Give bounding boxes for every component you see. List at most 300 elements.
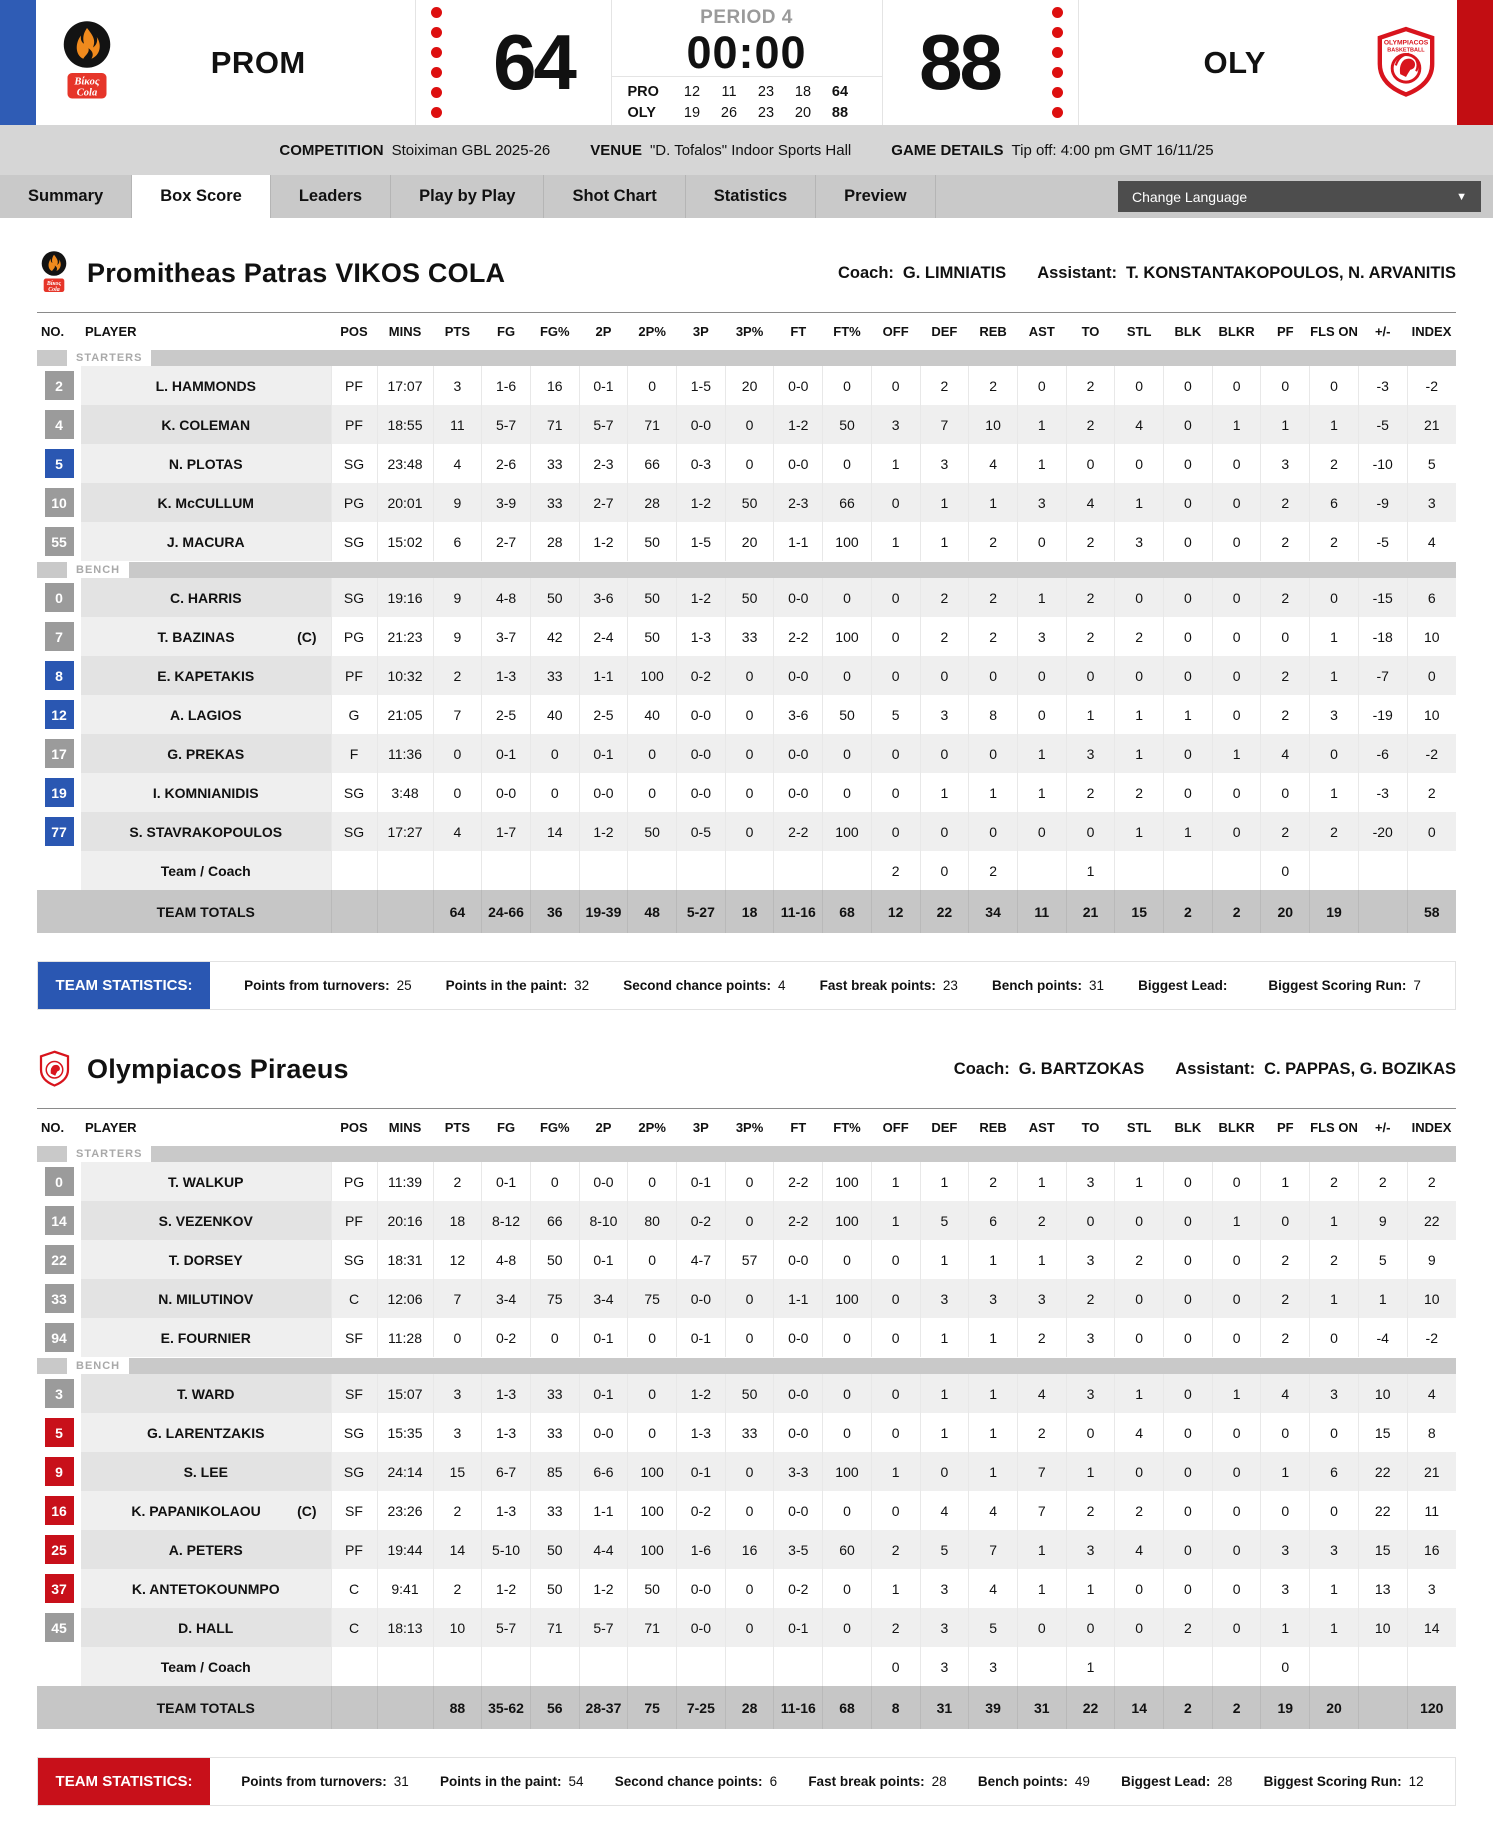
player-name: C. HARRIS (169, 589, 242, 606)
player-name-cell (81, 578, 331, 617)
stat-blk: 0 (1164, 444, 1213, 483)
stat-off: 2 (871, 1530, 920, 1569)
stat-def: 0 (920, 812, 969, 851)
total-pm (1358, 890, 1407, 933)
stat-index: 21 (1407, 405, 1456, 444)
total-stl: 14 (1115, 1686, 1164, 1729)
quarter-row (628, 82, 866, 102)
stat-def: 0 (920, 1452, 969, 1491)
stat-off: 0 (871, 366, 920, 405)
stat-blkr: 0 (1212, 1413, 1261, 1452)
stat-mins: 18:55 (377, 405, 433, 444)
team-stat (808, 1774, 946, 1789)
stat-def: 1 (920, 1413, 969, 1452)
player-row (37, 1491, 1456, 1530)
total-mins (377, 890, 433, 933)
tab-preview[interactable]: Preview (816, 175, 935, 218)
home-score-cell (416, 0, 611, 125)
stat-p2p: 0 (628, 366, 677, 405)
player-number: 8 (45, 661, 74, 690)
player-number-cell (37, 851, 81, 890)
stat-ast: 1 (1017, 444, 1066, 483)
stat-off: 0 (871, 1279, 920, 1318)
stat-flson: 0 (1310, 366, 1359, 405)
stat-p2 (579, 1647, 628, 1686)
stat-fgp: 0 (530, 773, 579, 812)
player-number-cell (37, 1452, 81, 1491)
stat-ftp: 100 (823, 1452, 872, 1491)
total-pm (1358, 1686, 1407, 1729)
stat-p2p: 50 (628, 812, 677, 851)
column-header: BLK (1164, 1109, 1213, 1146)
stat-to: 2 (1066, 578, 1115, 617)
tab-summary[interactable]: Summary (0, 175, 132, 218)
home-team-stats-label: TEAM STATISTICS: (38, 962, 210, 1009)
column-header: DEF (920, 1109, 969, 1146)
stat-pf: 3 (1261, 1569, 1310, 1608)
stat-off: 2 (871, 1608, 920, 1647)
total-pts: 64 (433, 890, 482, 933)
home-foul-dots (416, 7, 457, 118)
stat-pos: SG (331, 444, 377, 483)
team-stat-value: 12 (1408, 1774, 1424, 1789)
total-def: 31 (920, 1686, 969, 1729)
stat-pos: PG (331, 483, 377, 522)
stat-reb: 6 (969, 1201, 1018, 1240)
stat-mins: 20:01 (377, 483, 433, 522)
stat-p2: 4-4 (579, 1530, 628, 1569)
column-header: 2P (579, 313, 628, 350)
stat-pts: 18 (433, 1201, 482, 1240)
stat-pos: SF (331, 1491, 377, 1530)
away-score-cell (883, 0, 1078, 125)
stat-mins: 19:16 (377, 578, 433, 617)
stat-to: 3 (1066, 734, 1115, 773)
stat-pm: 15 (1358, 1413, 1407, 1452)
stat-pos: SG (331, 1240, 377, 1279)
stat-index: 21 (1407, 1452, 1456, 1491)
stat-index: 4 (1407, 522, 1456, 561)
stat-p3p: 0 (725, 1452, 774, 1491)
stat-pf: 2 (1261, 483, 1310, 522)
player-number-cell (37, 522, 81, 561)
stat-p2: 2-4 (579, 617, 628, 656)
stat-to: 0 (1066, 1201, 1115, 1240)
stat-ftp: 66 (823, 483, 872, 522)
team-totals-row (37, 1686, 1456, 1729)
stat-p3: 0-2 (677, 1491, 726, 1530)
stat-pf: 2 (1261, 522, 1310, 561)
stat-ast: 1 (1017, 1530, 1066, 1569)
svg-text:OLYMPIACOS: OLYMPIACOS (1383, 39, 1429, 47)
team-stat-value: 7 (1413, 978, 1421, 993)
stat-p2: 0-1 (579, 366, 628, 405)
quarter-row (628, 103, 866, 123)
stat-to: 0 (1066, 812, 1115, 851)
player-name-cell (81, 1240, 331, 1279)
stat-flson: 2 (1310, 1162, 1359, 1201)
total-pos (331, 890, 377, 933)
stat-fg: 1-3 (482, 1413, 531, 1452)
stat-p2p: 100 (628, 1452, 677, 1491)
stat-ftp: 0 (823, 656, 872, 695)
player-name-cell (81, 522, 331, 561)
stat-p2p (628, 1647, 677, 1686)
player-name-cell (81, 1162, 331, 1201)
stat-pm: 5 (1358, 1240, 1407, 1279)
player-number: 77 (45, 817, 74, 846)
stat-p3p: 0 (725, 1491, 774, 1530)
stat-pm: -3 (1358, 773, 1407, 812)
stat-ft: 0-0 (774, 773, 823, 812)
stat-def: 4 (920, 1491, 969, 1530)
team-stat (615, 1774, 777, 1789)
svg-text:Cola: Cola (48, 286, 60, 293)
tab-shot-chart[interactable]: Shot Chart (544, 175, 685, 218)
stat-blk: 0 (1164, 656, 1213, 695)
stat-stl: 2 (1115, 1491, 1164, 1530)
stat-blkr: 0 (1212, 444, 1261, 483)
column-header: FG% (530, 1109, 579, 1146)
stat-flson: 2 (1310, 812, 1359, 851)
stat-pts: 2 (433, 1491, 482, 1530)
away-team-name: Olympiacos Piraeus (87, 1053, 349, 1084)
stat-pts (433, 1647, 482, 1686)
player-row (37, 1452, 1456, 1491)
player-number-cell (37, 656, 81, 695)
total-pf: 20 (1261, 890, 1310, 933)
stat-ft: 0-1 (774, 1608, 823, 1647)
stat-index (1407, 851, 1456, 890)
stat-ast: 7 (1017, 1452, 1066, 1491)
home-team-stats-items (210, 962, 1455, 1009)
stat-p2: 1-2 (579, 1569, 628, 1608)
stat-flson: 1 (1310, 1608, 1359, 1647)
stat-mins: 11:36 (377, 734, 433, 773)
stat-blk: 0 (1164, 1279, 1213, 1318)
stat-blkr: 0 (1212, 1240, 1261, 1279)
stat-def: 1 (920, 1374, 969, 1413)
stat-reb: 1 (969, 1374, 1018, 1413)
stat-p3p: 0 (725, 405, 774, 444)
team-stat (244, 978, 412, 993)
stat-blk: 0 (1164, 617, 1213, 656)
promitheas-logo (54, 8, 120, 118)
player-name-cell (81, 1452, 331, 1491)
player-number: 33 (45, 1284, 74, 1313)
stat-p3p: 50 (725, 1374, 774, 1413)
stat-pos: PG (331, 617, 377, 656)
stat-p2p: 71 (628, 1608, 677, 1647)
stat-ftp: 0 (823, 773, 872, 812)
player-row (37, 1201, 1456, 1240)
stat-ast: 0 (1017, 695, 1066, 734)
stat-to: 0 (1066, 1608, 1115, 1647)
team-stat-value: 31 (1089, 978, 1105, 993)
stat-pos: PF (331, 1530, 377, 1569)
tab-statistics[interactable]: Statistics (686, 175, 816, 218)
column-header: REB (969, 313, 1018, 350)
stat-pos: C (331, 1569, 377, 1608)
stat-blkr: 0 (1212, 522, 1261, 561)
column-header: 3P% (725, 313, 774, 350)
stat-pts: 4 (433, 812, 482, 851)
total-off: 8 (871, 1686, 920, 1729)
stat-ft (774, 1647, 823, 1686)
stat-p2p: 50 (628, 617, 677, 656)
stat-stl: 2 (1115, 617, 1164, 656)
column-header: 3P% (725, 1109, 774, 1146)
stat-pos: PF (331, 366, 377, 405)
team-stat-label: Bench points: (992, 978, 1082, 993)
stat-p2: 1-2 (579, 522, 628, 561)
tab-leaders[interactable]: Leaders (271, 175, 391, 218)
column-header: AST (1017, 1109, 1066, 1146)
foul-dot (431, 67, 442, 78)
stat-pf: 2 (1261, 1279, 1310, 1318)
total-p2: 28-37 (579, 1686, 628, 1729)
player-name-cell (81, 1279, 331, 1318)
stat-reb: 2 (969, 851, 1018, 890)
stat-blkr: 0 (1212, 578, 1261, 617)
stat-to: 2 (1066, 522, 1115, 561)
stat-to: 2 (1066, 1279, 1115, 1318)
stat-pf: 0 (1261, 366, 1310, 405)
stat-fg: 0-1 (482, 1162, 531, 1201)
stat-p3: 0-3 (677, 444, 726, 483)
stat-mins (377, 851, 433, 890)
player-name-cell (81, 1530, 331, 1569)
total-ft: 11-16 (774, 890, 823, 933)
stat-fg: 0-1 (482, 734, 531, 773)
player-number-cell (37, 1318, 81, 1357)
stat-pm: 10 (1358, 1374, 1407, 1413)
stat-reb: 2 (969, 1162, 1018, 1201)
stat-fg: 1-6 (482, 366, 531, 405)
stat-p3: 1-5 (677, 366, 726, 405)
team-totals-label: TEAM TOTALS (81, 890, 331, 933)
stat-pos: SG (331, 522, 377, 561)
stat-reb: 1 (969, 773, 1018, 812)
stat-to: 2 (1066, 1491, 1115, 1530)
stat-index: 22 (1407, 1201, 1456, 1240)
player-row (37, 366, 1456, 405)
stat-to: 3 (1066, 1530, 1115, 1569)
column-header: 2P% (628, 1109, 677, 1146)
total-p3p: 18 (725, 890, 774, 933)
stat-blk: 1 (1164, 695, 1213, 734)
stat-pf: 1 (1261, 1162, 1310, 1201)
foul-dot (1052, 107, 1063, 118)
stat-ftp: 50 (823, 405, 872, 444)
player-name: T. WARD (176, 1385, 235, 1402)
stat-stl: 1 (1115, 812, 1164, 851)
player-number: 0 (45, 1167, 74, 1196)
team-coach-label: Team / Coach (81, 851, 331, 890)
stat-flson: 2 (1310, 1240, 1359, 1279)
stat-pf: 3 (1261, 444, 1310, 483)
player-number: 14 (45, 1206, 74, 1235)
stat-flson: 1 (1310, 1279, 1359, 1318)
stat-p2p: 100 (628, 1530, 677, 1569)
player-number: 7 (45, 622, 74, 651)
stat-blkr: 0 (1212, 1279, 1261, 1318)
stat-blkr: 0 (1212, 1318, 1261, 1357)
player-name-cell (81, 695, 331, 734)
team-stat-value: 49 (1074, 1774, 1090, 1789)
stat-blk: 0 (1164, 1569, 1213, 1608)
stat-ast: 1 (1017, 1240, 1066, 1279)
player-row (37, 1240, 1456, 1279)
stat-stl: 1 (1115, 1162, 1164, 1201)
stat-index: -2 (1407, 366, 1456, 405)
tab-box-score[interactable]: Box Score (132, 175, 271, 218)
stat-ftp: 0 (823, 366, 872, 405)
total-ftp: 68 (823, 890, 872, 933)
stat-mins: 18:31 (377, 1240, 433, 1279)
stat-blk: 0 (1164, 483, 1213, 522)
player-name: K. COLEMAN (161, 416, 251, 433)
stat-stl (1115, 1647, 1164, 1686)
stat-p2: 1-1 (579, 1491, 628, 1530)
stat-pm: 10 (1358, 1608, 1407, 1647)
svg-text:Βίκος: Βίκος (74, 76, 100, 88)
total-reb: 34 (969, 890, 1018, 933)
team-coach-row (37, 851, 1456, 890)
stat-p2p: 71 (628, 405, 677, 444)
stat-mins: 17:27 (377, 812, 433, 851)
stat-blk: 0 (1164, 366, 1213, 405)
stat-index: 10 (1407, 1279, 1456, 1318)
stat-pos: PF (331, 405, 377, 444)
stat-pm: -10 (1358, 444, 1407, 483)
stat-pf: 4 (1261, 1374, 1310, 1413)
stat-p2p: 0 (628, 773, 677, 812)
stat-blk: 1 (1164, 812, 1213, 851)
player-number: 12 (45, 700, 74, 729)
team-stat (1268, 978, 1421, 993)
column-header: MINS (377, 1109, 433, 1146)
stat-p3p: 0 (725, 656, 774, 695)
stat-fgp: 75 (530, 1279, 579, 1318)
player-number-cell (37, 366, 81, 405)
column-header: TO (1066, 1109, 1115, 1146)
quarter-score: 18 (794, 84, 812, 101)
total-index: 58 (1407, 890, 1456, 933)
away-team-short: OLY (1203, 44, 1266, 80)
tab-list (0, 175, 936, 218)
stat-reb: 1 (969, 1240, 1018, 1279)
stat-fgp: 33 (530, 656, 579, 695)
stat-ast: 0 (1017, 656, 1066, 695)
stat-ast: 1 (1017, 405, 1066, 444)
total-mins (377, 1686, 433, 1729)
stat-fg: 0-2 (482, 1318, 531, 1357)
stat-ft: 2-3 (774, 483, 823, 522)
stat-pm: -19 (1358, 695, 1407, 734)
stat-off: 0 (871, 1647, 920, 1686)
total-blk: 2 (1164, 890, 1213, 933)
total-p3: 5-27 (677, 890, 726, 933)
foul-dot (1052, 27, 1063, 38)
player-name: E. FOURNIER (160, 1329, 251, 1346)
stat-fg: 0-0 (482, 773, 531, 812)
home-team-header (37, 248, 1456, 298)
total-pos (331, 1686, 377, 1729)
player-number: 3 (45, 1379, 74, 1408)
player-name-cell (81, 812, 331, 851)
stat-blkr: 0 (1212, 366, 1261, 405)
column-header: STL (1115, 313, 1164, 350)
stat-p3p: 33 (725, 1413, 774, 1452)
player-row (37, 483, 1456, 522)
column-header: OFF (871, 313, 920, 350)
player-number: 9 (45, 1457, 74, 1486)
stat-stl: 0 (1115, 1452, 1164, 1491)
player-row (37, 773, 1456, 812)
stat-fg: 1-2 (482, 1569, 531, 1608)
stat-p2p: 0 (628, 1318, 677, 1357)
stat-blkr: 0 (1212, 1569, 1261, 1608)
stat-reb: 5 (969, 1608, 1018, 1647)
foul-dot (1052, 67, 1063, 78)
stat-mins: 21:23 (377, 617, 433, 656)
team-stat (440, 1774, 584, 1789)
stat-blkr: 0 (1212, 1608, 1261, 1647)
stat-flson: 0 (1310, 1491, 1359, 1530)
stat-p2p: 100 (628, 656, 677, 695)
column-header: FT (774, 1109, 823, 1146)
language-selector[interactable] (1118, 181, 1481, 212)
stat-mins: 24:14 (377, 1452, 433, 1491)
stat-stl: 1 (1115, 483, 1164, 522)
stat-blk: 0 (1164, 522, 1213, 561)
player-number-cell (37, 1647, 81, 1686)
stat-stl: 2 (1115, 1240, 1164, 1279)
stat-off: 0 (871, 483, 920, 522)
stat-pos: PF (331, 656, 377, 695)
stat-p2: 0-1 (579, 734, 628, 773)
stat-to: 2 (1066, 405, 1115, 444)
stat-p3: 0-5 (677, 812, 726, 851)
player-name: L. HAMMONDS (155, 377, 256, 394)
svg-text:Cola: Cola (76, 87, 98, 99)
stat-pos: SF (331, 1374, 377, 1413)
stat-pf: 2 (1261, 812, 1310, 851)
stat-ftp (823, 851, 872, 890)
stat-stl: 3 (1115, 522, 1164, 561)
column-header: BLKR (1212, 1109, 1261, 1146)
stat-reb: 7 (969, 1530, 1018, 1569)
stat-ftp: 60 (823, 1530, 872, 1569)
player-number-cell (37, 812, 81, 851)
stat-p3p: 0 (725, 1318, 774, 1357)
stat-flson: 0 (1310, 578, 1359, 617)
stat-ast: 4 (1017, 1374, 1066, 1413)
stat-ftp (823, 1647, 872, 1686)
stat-pts: 3 (433, 1374, 482, 1413)
tab-play-by-play[interactable]: Play by Play (391, 175, 544, 218)
stat-pf: 1 (1261, 405, 1310, 444)
stat-pf: 3 (1261, 1530, 1310, 1569)
home-coach-info (838, 264, 1456, 283)
stat-p3: 0-0 (677, 695, 726, 734)
stat-pf: 4 (1261, 734, 1310, 773)
stat-off: 1 (871, 444, 920, 483)
stat-p2p: 66 (628, 444, 677, 483)
team-stat (1138, 978, 1234, 993)
team-stat-label: Points from turnovers: (241, 1774, 387, 1789)
